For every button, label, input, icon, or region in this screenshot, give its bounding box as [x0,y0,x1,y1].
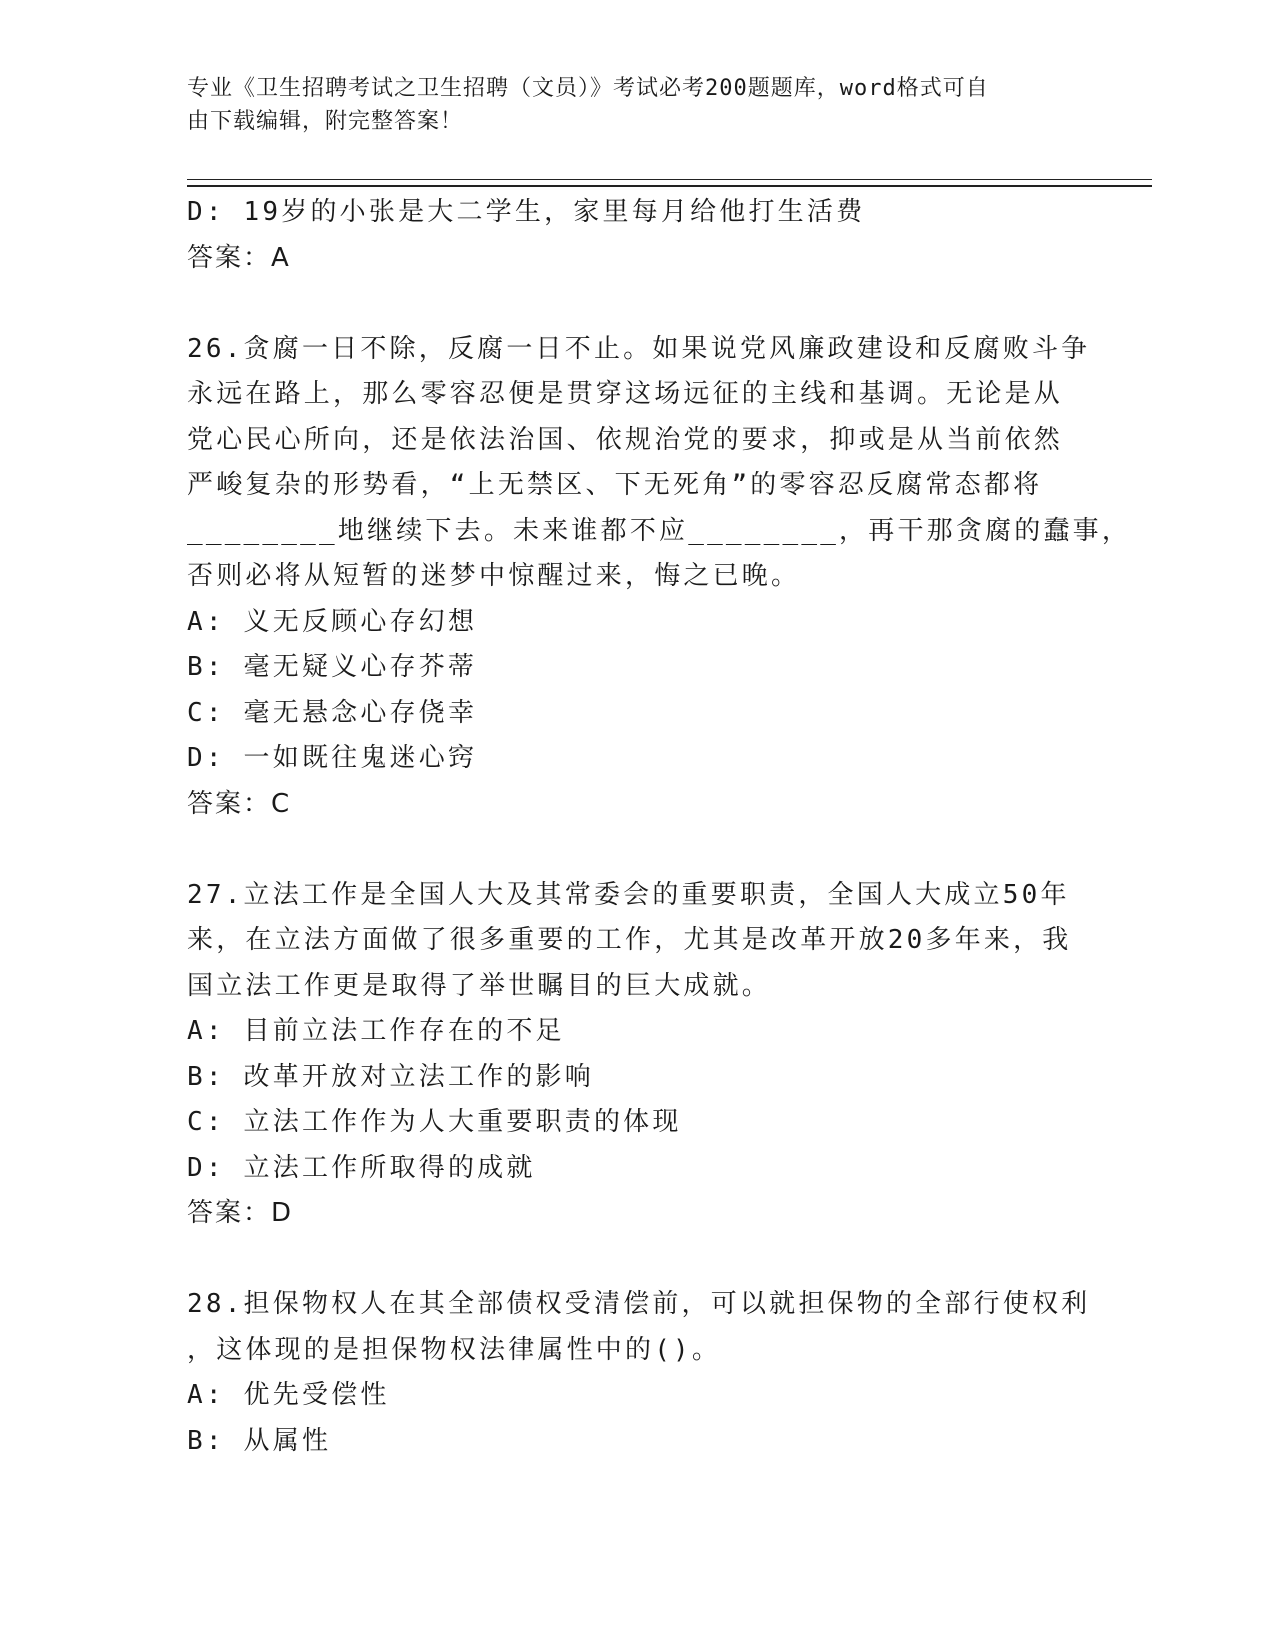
q27-option-b: B: 改革开放对立法工作的影响 [187,1061,594,1092]
q26-option-c: C: 毫无悬念心存侥幸 [187,697,478,728]
q27-option-c: C: 立法工作作为人大重要职责的体现 [187,1107,682,1137]
q28-text-line: 28.担保物权人在其全部债权受清偿前，可以就担保物的全部行使权利 [187,1289,1091,1319]
q27-text-line: 27.立法工作是全国人大及其常委会的重要职责，全国人大成立50年 [187,879,1070,910]
q26-text-line: 否则必将从短暂的迷梦中惊醒过来，悔之已晚。 [187,561,801,591]
q27-text-line: 国立法工作更是取得了举世瞩目的巨大成就。 [187,970,772,1001]
q28-option-b: B: 从属性 [187,1425,332,1456]
q26-text-line: 党心民心所向，还是依法治国、依规治党的要求，抑或是从当前依然 [187,424,1064,455]
header-line-1: 专业《卫生招聘考试之卫生招聘（文员）》考试必考200题题库，word格式可自 [187,76,989,101]
q26-option-a: A: 义无反顾心存幻想 [187,606,478,637]
q28-text-line: ，这体现的是担保物权法律属性中的()。 [187,1334,722,1365]
question-27 [187,873,1077,1237]
q26-answer: 答案：C [187,788,292,819]
q26-text-line: 26.贪腐一日不除，反腐一日不止。如果说党风廉政建设和反腐败斗争 [187,333,1091,364]
question-26 [187,327,1132,828]
q27-option-a: A: 目前立法工作存在的不足 [187,1016,565,1046]
q27-text-line: 来，在立法方面做了很多重要的工作，尤其是改革开放20多年来，我 [187,925,1072,955]
q26-text-line: 永远在路上，那么零容忍便是贯穿这场远征的主线和基调。无论是从 [187,379,1064,409]
spacer [187,827,1077,873]
question-28 [187,1282,1091,1464]
q26-text-line: 严峻复杂的形势看，“上无禁区、下无死角”的零容忍反腐常态都将 [187,470,1043,500]
prev-option-d: D: 19岁的小张是大二学生，家里每月给他打生活费 [187,197,866,227]
prev-answer: 答案：A [187,242,291,273]
header-line-2: 由下载编辑，附完整答案！ [187,109,464,134]
q26-text-line: ________地继续下去。未来谁都不应________，再干那贪腐的蠢事， [187,515,1132,546]
spacer [187,281,1077,327]
header-divider-thick [187,185,1152,187]
q27-answer: 答案：D [187,1198,294,1228]
q27-option-d: D: 立法工作所取得的成就 [187,1152,536,1183]
q26-option-d: D: 一如既往鬼迷心窍 [187,743,478,773]
header-divider-thin [187,179,1152,180]
spacer [187,1237,1077,1283]
page-header [187,72,1067,138]
question-content [187,190,1132,1464]
q26-option-b: B: 毫无疑义心存芥蒂 [187,652,478,682]
q28-option-a: A: 优先受偿性 [187,1380,390,1410]
